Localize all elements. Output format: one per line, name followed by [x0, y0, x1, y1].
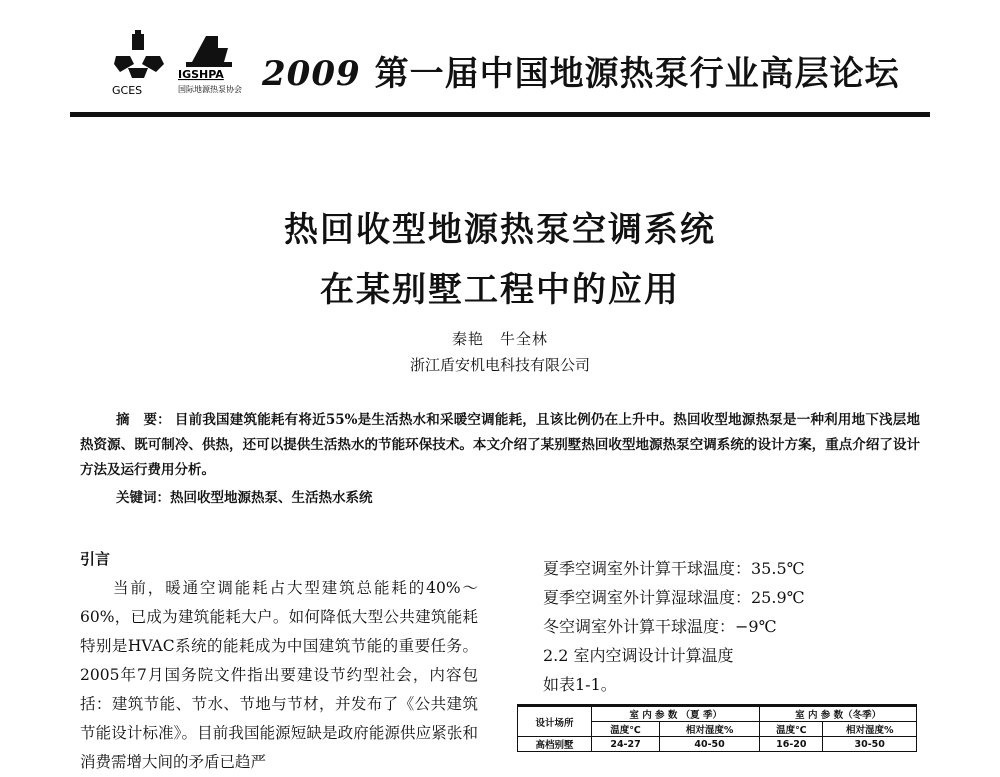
- table-subheader-summer-rh: 相对湿度%: [659, 722, 759, 737]
- table-subheader-winter-temp: 温度℃: [760, 722, 823, 737]
- header-divider: [70, 112, 930, 117]
- table-cell-place: 高档别墅: [518, 737, 592, 752]
- abstract-text: 目前我国建筑能耗有将近55%是生活热水和采暖空调能耗，且该比例仍在上升中。热回收型地源热泵是一种利用地下浅层地热资源、既可制冷、供热，还可以提供生活热水的节能环保技术。本文介绍了某别墅热回收型地源热泵空调系统的设计方案，重点介绍了设计方法及运行费用分析。: [80, 412, 920, 478]
- subsection-heading-indoor-temp: 2.2 室内空调设计计算温度: [543, 646, 734, 665]
- summer-wet-bulb-line: 夏季空调室外计算湿球温度：25.9℃: [543, 588, 805, 607]
- keywords-text: 热回收型地源热泵、生活热水系统: [170, 490, 373, 506]
- keywords-label: 关键词：: [116, 490, 170, 506]
- summer-dry-bulb-line: 夏季空调室外计算干球温度：35.5℃: [543, 559, 805, 578]
- forum-name: 第一届中国地源热泵行业高层论坛: [374, 54, 900, 94]
- section-heading-intro: 引言: [80, 550, 111, 568]
- forum-year: 2009: [262, 54, 361, 94]
- paper-affiliation: 浙江盾安机电科技有限公司: [409, 356, 590, 374]
- table-cell-winter-rh: 30-50: [823, 737, 917, 752]
- table-header-summer: 室 内 参 数 （夏 季）: [592, 707, 760, 722]
- gces-logo-text: GCES: [112, 84, 143, 97]
- table-subheader-summer-temp: 温度℃: [592, 722, 660, 737]
- keywords: [116, 486, 373, 506]
- table-header-place: 设计场所: [518, 707, 592, 737]
- table-cell-summer-rh: 40-50: [659, 737, 759, 752]
- igshpa-logo-text: IGSHPA: [178, 68, 224, 81]
- abstract-label: 摘 要：: [116, 412, 171, 428]
- igshpa-logo: [172, 28, 246, 98]
- table-reference-line: 如表1-1。: [543, 675, 617, 694]
- table-cell-winter-temp: 16-20: [760, 737, 823, 752]
- table-header-winter: 室 内 参 数（冬季）: [760, 707, 917, 722]
- paper-authors: 秦艳 牛全林: [451, 330, 548, 348]
- indoor-design-table: [517, 706, 917, 752]
- gces-logo: [108, 28, 168, 98]
- table-header-row: [518, 707, 917, 722]
- paper-title-line-1: 热回收型地源热泵空调系统: [284, 210, 716, 250]
- igshpa-logo-subtext: 国际地源热泵协会: [178, 85, 242, 94]
- table-cell-summer-temp: 24-27: [592, 737, 660, 752]
- winter-dry-bulb-line: 冬空调室外计算干球温度：−9℃: [543, 617, 777, 636]
- forum-header-title: [262, 46, 900, 95]
- table-row: [518, 737, 917, 752]
- paper-title-line-2: 在某别墅工程中的应用: [320, 270, 680, 310]
- abstract: [80, 408, 920, 483]
- table-subheader-winter-rh: 相对湿度%: [823, 722, 917, 737]
- intro-paragraph: 当前，暖通空调能耗占大型建筑总能耗的40%～60%，已成为建筑能耗大户。如何降低大型公共建筑能耗特别是HVAC系统的能耗成为中国建筑节能的重要任务。2005年7月国务院文件指出要建设节约型社会，内容包括：建筑节能、节水、节地与节材，并发布了《公共建筑节能设计标准》。目前我国能源短缺是政府能源供应紧张和消费需增大间的矛盾已趋严: [80, 579, 478, 771]
